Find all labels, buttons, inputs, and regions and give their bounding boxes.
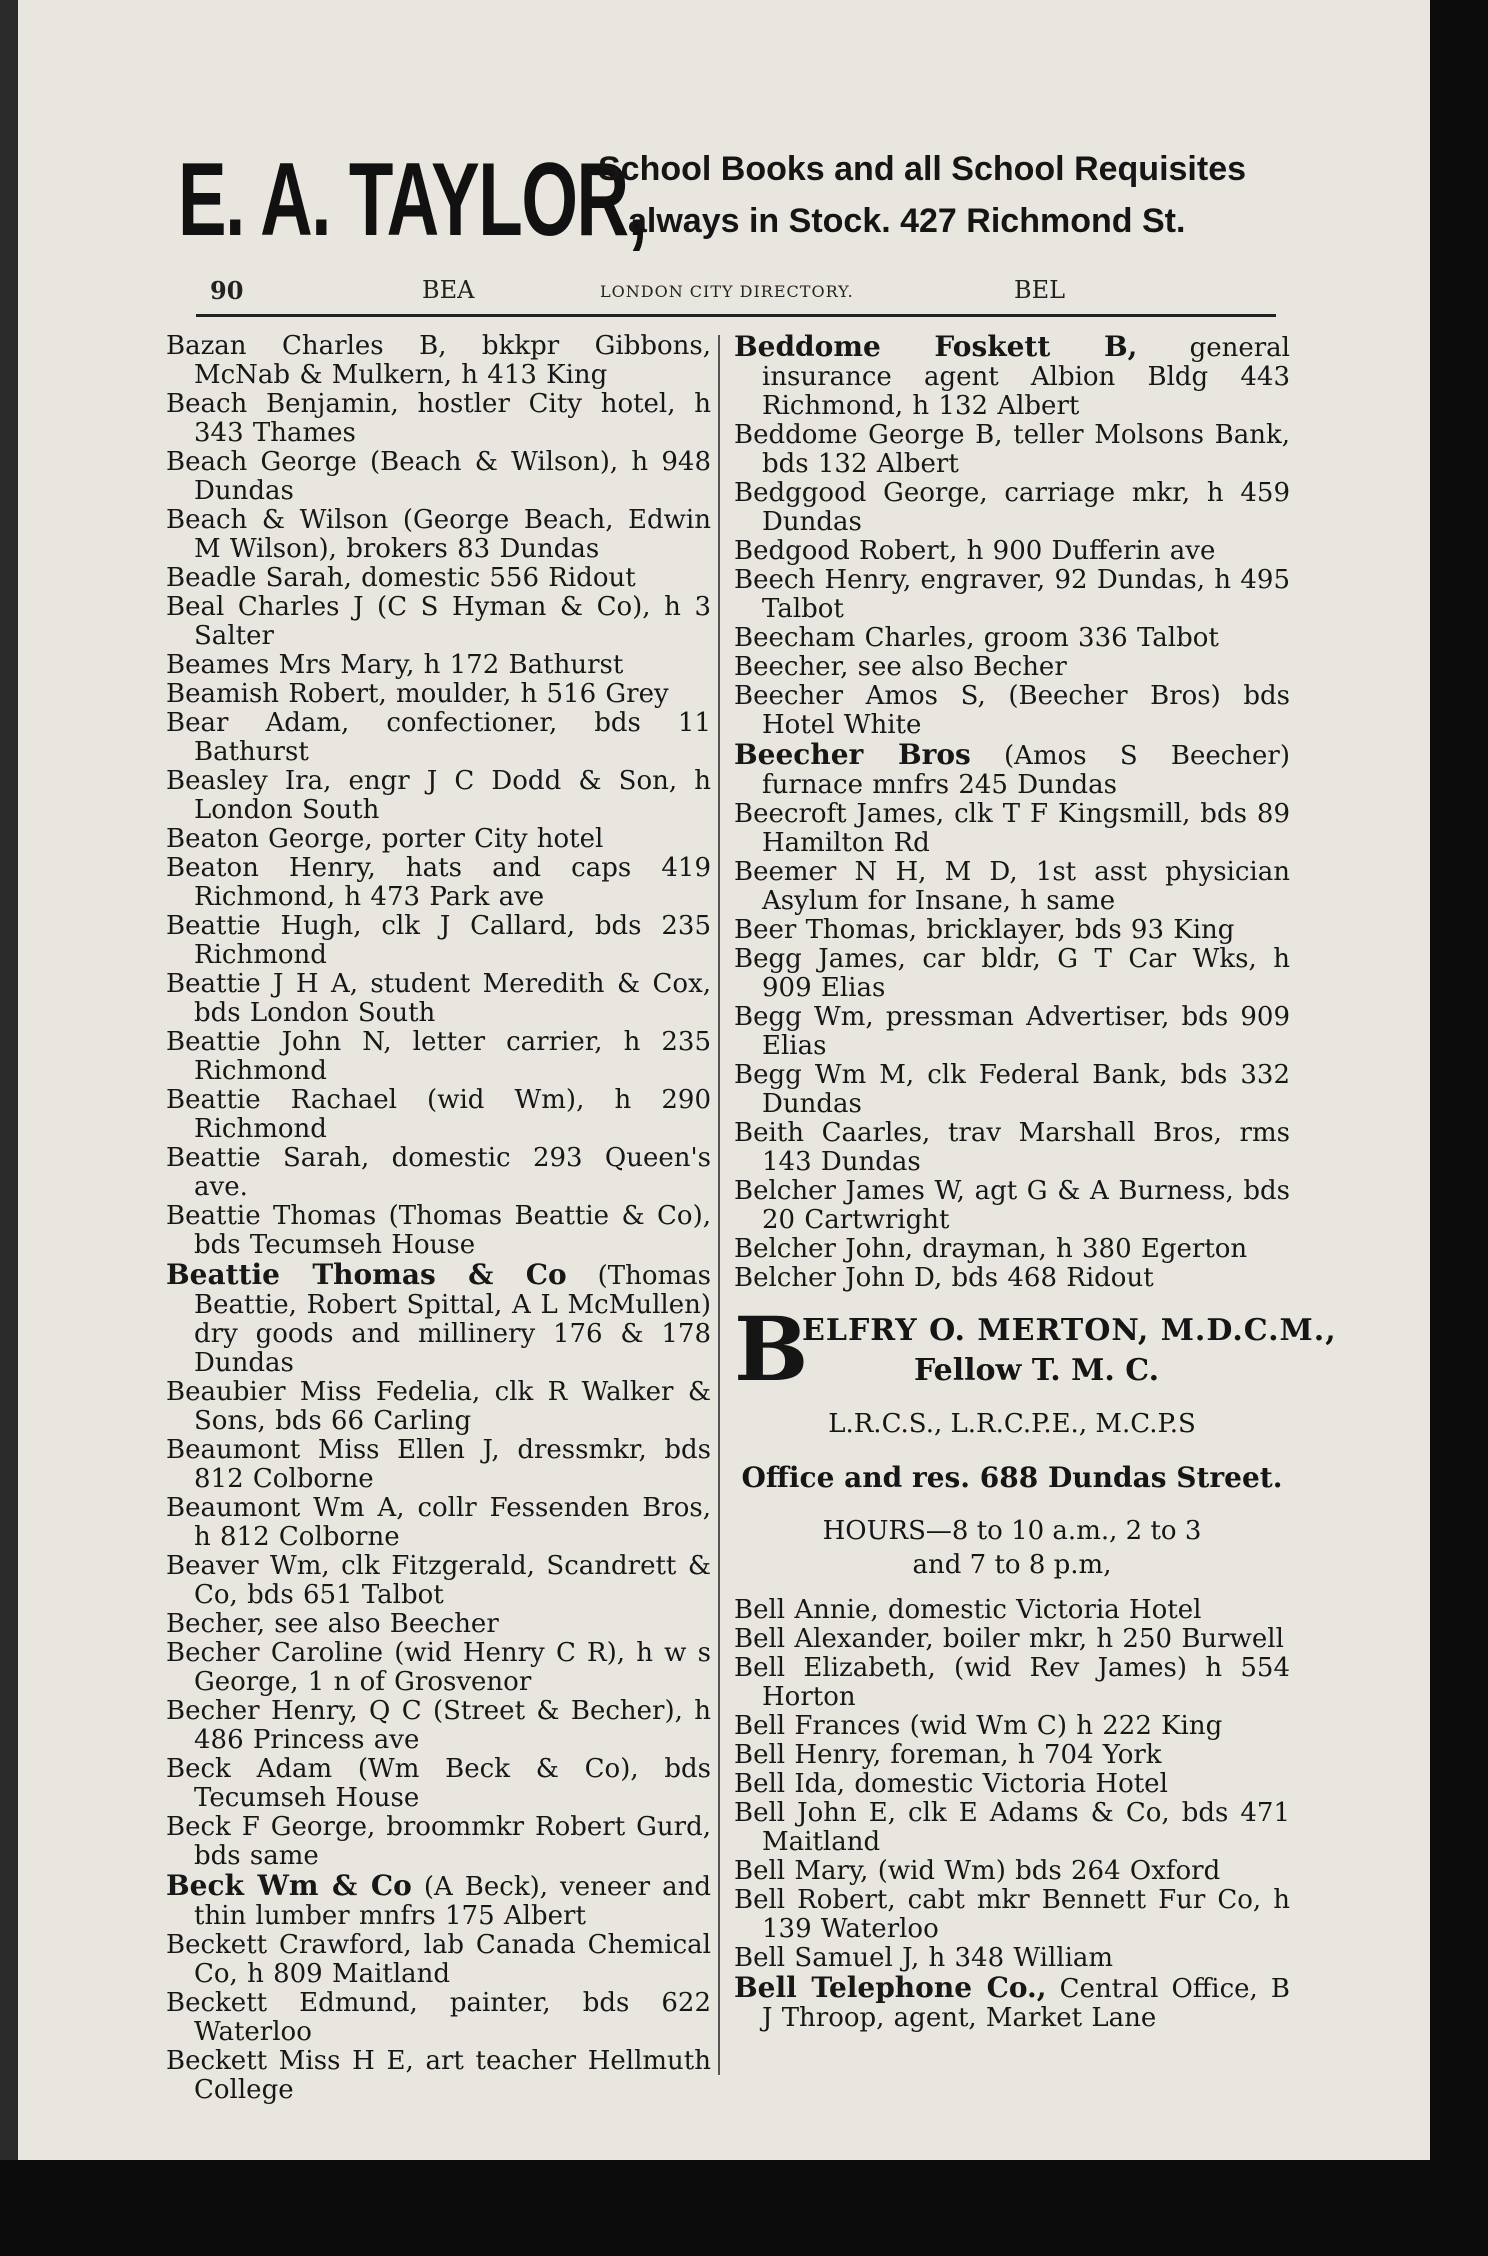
directory-entry (734, 800, 1290, 858)
left-column (166, 332, 711, 2105)
directory-entry (734, 653, 1290, 682)
directory-entry (734, 1857, 1290, 1886)
directory-entry (166, 1610, 711, 1639)
directory-entry (166, 390, 711, 448)
directory-entry (166, 564, 711, 593)
entry-text: Beecham Charles, groom 336 Talbot (734, 623, 1219, 653)
entry-text: Beattie John N, letter carrier, h 235 Richmond (166, 1027, 711, 1086)
directory-entry (734, 1973, 1290, 2033)
directory-entry (734, 1235, 1290, 1264)
directory-entry (734, 1944, 1290, 1973)
entry-text: (Thomas Beattie, Robert Spittal, A L McMullen) dry goods and millinery 176 & 178 Dundas (194, 1261, 711, 1378)
directory-entry (166, 1552, 711, 1610)
entry-text: Beaton George, porter City hotel (166, 824, 604, 854)
entry-text: Beck Adam (Wm Beck & Co), bds Tecumseh House (166, 1754, 711, 1813)
entry-text: Bell Robert, cabt mkr Bennett Fur Co, h 139 Waterloo (734, 1885, 1290, 1944)
entry-text: Beattie Rachael (wid Wm), h 290 Richmond (166, 1085, 711, 1144)
entry-text: Beames Mrs Mary, h 172 Bathurst (166, 650, 624, 680)
directory-entry (166, 1028, 711, 1086)
entry-text: Beckett Miss H E, art teacher Hellmuth College (166, 2046, 711, 2105)
page-number: 90 (210, 276, 244, 305)
directory-entry (734, 1712, 1290, 1741)
card-hours-line-2: and 7 to 8 p.m, (912, 1550, 1112, 1580)
directory-entry (734, 1799, 1290, 1857)
entry-text: Beaumont Wm A, collr Fessenden Bros, h 812 Colborne (166, 1493, 711, 1552)
entry-text: Beattie Hugh, clk J Callard, bds 235 Richmond (166, 911, 711, 970)
entry-text: Belcher James W, agt G & A Burness, bds 20 Cartwright (734, 1176, 1290, 1235)
directory-entry (734, 1625, 1290, 1654)
entry-text: Bell Frances (wid Wm C) h 222 King (734, 1711, 1223, 1741)
entry-text: Bear Adam, confectioner, bds 11 Bathurst (166, 708, 711, 767)
card-hours (734, 1514, 1290, 1582)
entry-text: Beecroft James, clk T F Kingsmill, bds 89 Hamilton Rd (734, 799, 1290, 858)
advertisement-line-2: always in Stock. 427 Richmond St. (628, 202, 1186, 240)
directory-entry (734, 916, 1290, 945)
directory-entry (734, 1177, 1290, 1235)
entry-text: Beach George (Beach & Wilson), h 948 Dundas (166, 447, 711, 506)
directory-entry (166, 1202, 711, 1260)
entry-text: Beck F George, broommkr Robert Gurd, bds same (166, 1812, 711, 1871)
directory-entry (734, 1061, 1290, 1119)
entry-text: Beadle Sarah, domestic 556 Ridout (166, 563, 636, 593)
directory-entry (734, 332, 1290, 421)
directory-entry (166, 709, 711, 767)
entry-text: Beech Henry, engraver, 92 Dundas, h 495 Talbot (734, 565, 1290, 624)
directory-entry (166, 767, 711, 825)
directory-entry (166, 1931, 711, 1989)
directory-entry (734, 682, 1290, 740)
scan-edge-bottom (0, 2160, 1488, 2256)
card-office: Office and res. 688 Dundas Street. (741, 1461, 1283, 1494)
entry-text: Beith Caarles, trav Marshall Bros, rms 143 Dundas (734, 1118, 1290, 1177)
directory-entry (166, 448, 711, 506)
entry-text: Bedggood George, carriage mkr, h 459 Dundas (734, 478, 1290, 537)
belfry-advert-card (734, 1297, 1337, 1582)
entry-text: Beer Thomas, bricklayer, bds 93 King (734, 915, 1235, 945)
entry-bold-name: Beddome Foskett B, (734, 330, 1138, 363)
advertisement-header (178, 140, 1298, 265)
entry-text: Belcher John D, bds 468 Ridout (734, 1263, 1154, 1293)
entry-text: Beckett Crawford, lab Canada Chemical Co, h 809 Maitland (166, 1930, 711, 1989)
directory-entry (734, 1596, 1290, 1625)
directory-entry (166, 825, 711, 854)
entry-text: Beattie Thomas (Thomas Beattie & Co), bds Tecumseh House (166, 1201, 711, 1260)
advertisement-line-1: School Books and all School Requisites (598, 150, 1247, 188)
scan-edge-left (0, 0, 18, 2256)
directory-entry (734, 1003, 1290, 1061)
directory-entry (734, 1264, 1290, 1293)
entry-bold-name: Beecher Bros (734, 738, 971, 771)
scan-edge-right (1430, 0, 1488, 2256)
card-fellow: Fellow T. M. C. (914, 1353, 1160, 1388)
entry-text: Bell Annie, domestic Victoria Hotel (734, 1595, 1202, 1625)
entry-text: Bell John E, clk E Adams & Co, bds 471 Maitland (734, 1798, 1290, 1857)
entry-bold-name: Beattie Thomas & Co (166, 1258, 567, 1291)
directory-entry (734, 537, 1290, 566)
card-degrees: L.R.C.S., L.R.C.P.E., M.C.P.S (828, 1409, 1196, 1439)
entry-text: Beecher Amos S, (Beecher Bros) bds Hotel White (734, 681, 1290, 740)
guide-word-right: BEL (1014, 276, 1066, 304)
entry-text: Beattie J H A, student Meredith & Cox, bds London South (166, 969, 711, 1028)
directory-entry (734, 1741, 1290, 1770)
directory-entry (166, 1260, 711, 1378)
directory-entry (166, 1436, 711, 1494)
directory-entry (166, 1755, 711, 1813)
entry-text: Becher Caroline (wid Henry C R), h w s George, 1 n of Grosvenor (166, 1638, 711, 1697)
directory-entry (166, 593, 711, 651)
directory-entry (166, 1871, 711, 1931)
entry-text: Becher Henry, Q C (Street & Becher), h 486 Princess ave (166, 1696, 711, 1755)
directory-entry (166, 680, 711, 709)
directory-entry (166, 1639, 711, 1697)
right-column-entries-bottom (734, 1596, 1290, 2033)
directory-entry (166, 854, 711, 912)
card-hours-line-1: HOURS—8 to 10 a.m., 2 to 3 (822, 1516, 1202, 1546)
directory-entry (166, 970, 711, 1028)
advertiser-name: E. A. TAYLOR, (178, 142, 647, 258)
entry-text: Beasley Ira, engr J C Dodd & Son, h London South (166, 766, 711, 825)
entry-text: Beecher, see also Becher (734, 652, 1067, 682)
entry-bold-name: Bell Telephone Co., (734, 1971, 1047, 2004)
directory-entry (166, 506, 711, 564)
entry-text: Beaumont Miss Ellen J, dressmkr, bds 812 Colborne (166, 1435, 711, 1494)
guide-word-left: BEA (422, 276, 475, 304)
directory-entry (734, 1654, 1290, 1712)
directory-entry (166, 1697, 711, 1755)
entry-text: Beemer N H, M D, 1st asst physician Asylum for Insane, h same (734, 857, 1290, 916)
entry-text: general insurance agent Albion Bldg 443 Richmond, h 132 Albert (762, 333, 1290, 421)
directory-entry (166, 1378, 711, 1436)
entry-text: Bell Samuel J, h 348 William (734, 1943, 1114, 1973)
entry-text: Bell Alexander, boiler mkr, h 250 Burwell (734, 1624, 1284, 1654)
entry-text: Beddome George B, teller Molsons Bank, bds 132 Albert (734, 420, 1290, 479)
directory-entry (734, 1770, 1290, 1799)
entry-bold-name: Beck Wm & Co (166, 1869, 412, 1902)
directory-entry (734, 479, 1290, 537)
entry-text: Bell Elizabeth, (wid Rev James) h 554 Horton (734, 1653, 1290, 1712)
directory-entry (734, 624, 1290, 653)
entry-text: Begg Wm M, clk Federal Bank, bds 332 Dundas (734, 1060, 1290, 1119)
directory-entry (166, 912, 711, 970)
directory-entry (166, 332, 711, 390)
directory-entry (166, 1813, 711, 1871)
directory-entry (166, 651, 711, 680)
directory-entry (734, 1119, 1290, 1177)
entry-text: Belcher John, drayman, h 380 Egerton (734, 1234, 1248, 1264)
right-column (734, 330, 1337, 2033)
directory-entry (166, 1494, 711, 1552)
entry-text: Becher, see also Beecher (166, 1609, 499, 1639)
entry-text: Beckett Edmund, painter, bds 622 Waterloo (166, 1988, 711, 2047)
entry-text: (A Beck), veneer and thin lumber mnfrs 175 Albert (194, 1872, 711, 1931)
entry-text: Bell Henry, foreman, h 704 York (734, 1740, 1162, 1770)
entry-text: Bell Mary, (wid Wm) bds 264 Oxford (734, 1856, 1221, 1886)
entry-text: Bell Ida, domestic Victoria Hotel (734, 1769, 1168, 1799)
directory-entry (734, 566, 1290, 624)
entry-text: (Amos S Beecher) furnace mnfrs 245 Dundas (762, 741, 1290, 800)
directory-entry (734, 1886, 1290, 1944)
entry-text: Begg Wm, pressman Advertiser, bds 909 Elias (734, 1002, 1290, 1061)
directory-entry (734, 421, 1290, 479)
card-drop-initial: B (734, 1297, 809, 1401)
entry-text: Beattie Sarah, domestic 293 Queen's ave. (166, 1143, 711, 1202)
directory-entry (166, 1086, 711, 1144)
directory-entry (166, 1144, 711, 1202)
directory-entry (734, 858, 1290, 916)
entry-text: Beach & Wilson (George Beach, Edwin M Wilson), brokers 83 Dundas (166, 505, 711, 564)
column-divider (718, 335, 720, 2075)
entry-text: Begg James, car bldr, G T Car Wks, h 909 Elias (734, 944, 1290, 1003)
entry-text: Beaubier Miss Fedelia, clk R Walker & Sons, bds 66 Carling (166, 1377, 711, 1436)
directory-entry (734, 945, 1290, 1003)
entry-text: Bazan Charles B, bkkpr Gibbons, McNab & Mulkern, h 413 King (166, 331, 711, 390)
entry-text: Beach Benjamin, hostler City hotel, h 343 Thames (166, 389, 711, 448)
card-doctor-name: ELFRY O. MERTON, M.D.C.M., (802, 1313, 1337, 1348)
entry-text: Beaver Wm, clk Fitzgerald, Scandrett & Co, bds 651 Talbot (166, 1551, 711, 1610)
card-name-line (734, 1297, 1337, 1401)
directory-entry (166, 2047, 711, 2105)
entry-text: Beamish Robert, moulder, h 516 Grey (166, 679, 669, 709)
entry-text: Central Office, B J Throop, agent, Market Lane (762, 1974, 1291, 2033)
directory-entry (734, 740, 1290, 800)
running-head (196, 268, 1276, 317)
directory-entry (166, 1989, 711, 2047)
directory-title: LONDON CITY DIRECTORY. (600, 282, 854, 301)
entry-text: Beaton Henry, hats and caps 419 Richmond, h 473 Park ave (166, 853, 711, 912)
entry-text: Beal Charles J (C S Hyman & Co), h 3 Salter (166, 592, 711, 651)
entry-text: Bedgood Robert, h 900 Dufferin ave (734, 536, 1216, 566)
right-column-entries-top (734, 332, 1290, 1293)
